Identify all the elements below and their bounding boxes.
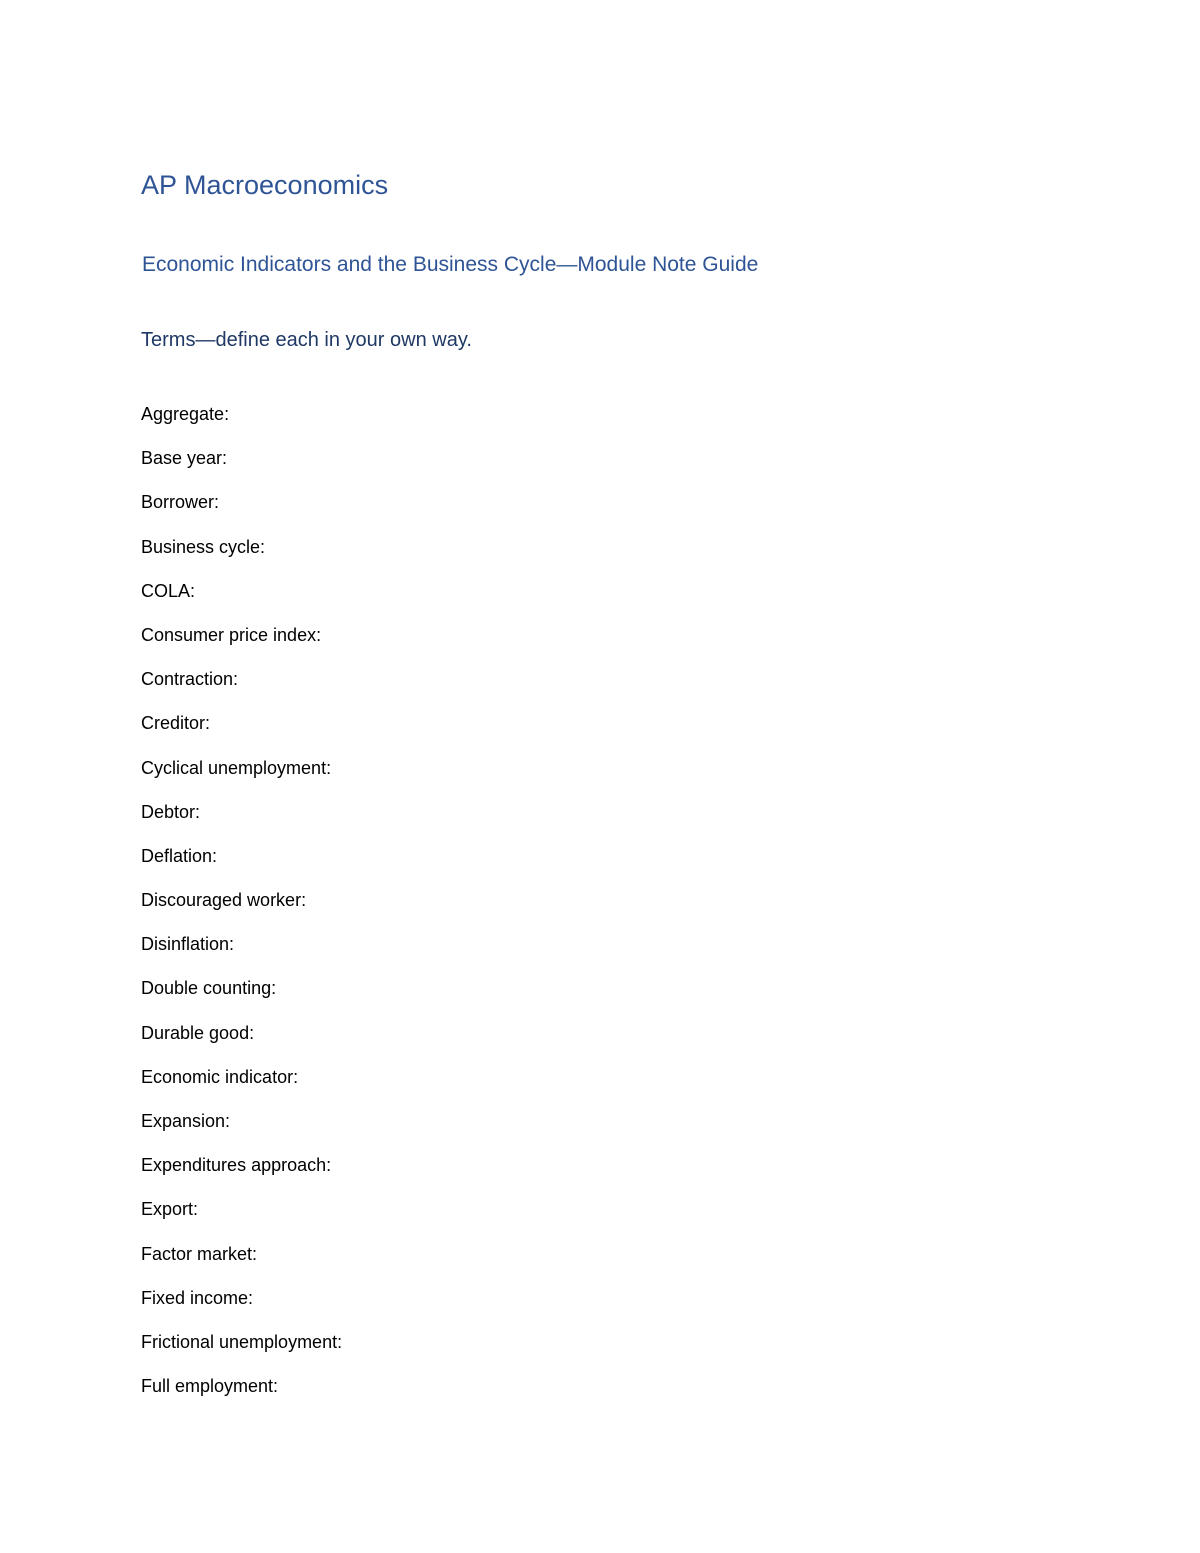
term-item: Factor market: — [141, 1243, 258, 1264]
term-item: Base year: — [141, 448, 228, 469]
term-item: Business cycle: — [141, 536, 266, 557]
term-item: Expansion: — [141, 1111, 231, 1131]
term-item: Borrower: — [141, 492, 220, 513]
term-item: Durable good: — [141, 1022, 255, 1043]
term-item: Debtor: — [141, 801, 201, 822]
term-item: Cyclical unemployment: — [141, 757, 332, 778]
term-item: Frictional unemployment: — [141, 1331, 343, 1352]
term-item: Contraction: — [141, 669, 239, 690]
term-item: Fixed income: — [141, 1287, 254, 1308]
term-item: Expenditures approach: — [141, 1155, 332, 1176]
term-item: Disinflation: — [141, 934, 235, 955]
term-item: Economic indicator: — [141, 1066, 299, 1087]
term-item: Consumer price index: — [141, 624, 322, 645]
term-item: Creditor: — [141, 713, 211, 734]
terms-heading: Terms—define each in your own way. — [141, 329, 472, 351]
terms-list — [141, 402, 342, 1418]
term-item: Discouraged worker: — [141, 890, 307, 911]
term-item: Full employment: — [141, 1376, 279, 1397]
term-item: Deflation: — [141, 845, 218, 866]
document-title: AP Macroeconomics — [141, 170, 389, 200]
term-item: Export: — [141, 1199, 199, 1220]
document-subtitle: Economic Indicators and the Business Cycle—Module Note Guide — [142, 253, 759, 276]
term-item: COLA: — [141, 580, 196, 601]
term-item: Double counting: — [141, 978, 277, 999]
term-item: Aggregate: — [141, 404, 230, 424]
